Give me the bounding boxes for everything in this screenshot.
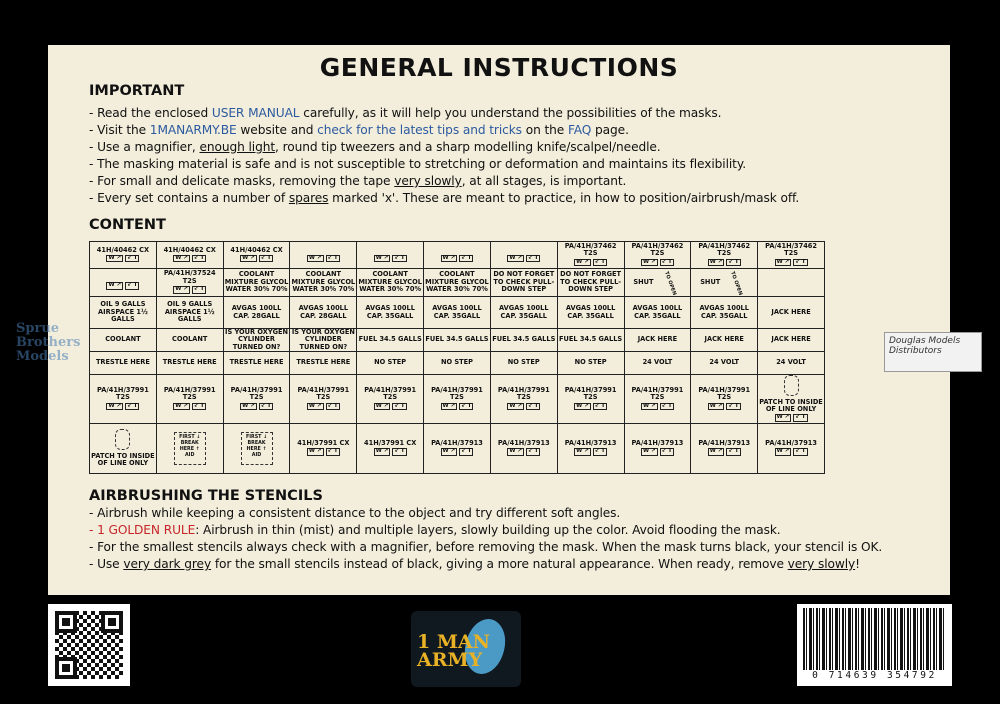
stencil-cell: PA/41H/37462 T2S W ↗ ↙ T bbox=[557, 242, 624, 269]
stencil-cell: FIRST ↓ BREAK HERE ↑ AID bbox=[223, 423, 290, 473]
website-link[interactable]: 1MANARMY.BE bbox=[149, 123, 237, 137]
barcode-number: 0 714639 354792 bbox=[812, 670, 937, 681]
stencil-cell: W ↗ ↙ T bbox=[424, 242, 491, 269]
stencil-cell: W ↗ ↙ T bbox=[290, 242, 357, 269]
tips-link[interactable]: check for the latest tips and tricks bbox=[317, 123, 522, 137]
stencil-cell: W ↗ ↙ T bbox=[90, 269, 157, 297]
important-heading: IMPORTANT bbox=[89, 83, 185, 99]
stencil-cell: AVGAS 100LL CAP. 28GALL bbox=[223, 297, 290, 329]
brand-logo bbox=[411, 611, 521, 687]
stencil-cell: FUEL 34.5 GALLS bbox=[490, 329, 557, 352]
stencil-cell: PATCH TO INSIDE OF LINE ONLY W ↗ ↙ T bbox=[758, 375, 825, 424]
stencil-cell: NO STEP bbox=[490, 352, 557, 375]
stencil-cell: JACK HERE bbox=[758, 329, 825, 352]
airbrush-line-1: - Airbrush while keeping a consistent distance to the object and try different soft angles. bbox=[89, 506, 621, 520]
stencil-cell: AVGAS 100LL CAP. 35GALL bbox=[691, 297, 758, 329]
watermark-left: Sprue Brothers Models bbox=[16, 321, 81, 364]
barcode-bars bbox=[803, 608, 946, 670]
faq-link[interactable]: FAQ bbox=[567, 123, 592, 137]
stencil-cell: PATCH TO INSIDE OF LINE ONLY bbox=[90, 423, 157, 473]
stencil-cell: DO NOT FORGET TO CHECK PULL-DOWN STEP bbox=[557, 269, 624, 297]
stencil-cell: PA/41H/37991 T2S W ↗ ↙ T bbox=[557, 375, 624, 424]
airbrush-line-2: - 1 GOLDEN RULE: Airbrush in thin (mist) and multiple layers, slowly building up the color. Avoid flooding the mask. bbox=[89, 523, 781, 537]
stencil-cell: JACK HERE bbox=[691, 329, 758, 352]
stencil-cell: AVGAS 100LL CAP. 35GALL bbox=[357, 297, 424, 329]
logo-text: 1 MAN ARMY bbox=[417, 631, 490, 671]
stencil-cell: 24 VOLT bbox=[691, 352, 758, 375]
barcode bbox=[797, 604, 952, 686]
stencil-cell: OIL 9 GALLS AIRSPACE 1½ GALLS bbox=[156, 297, 223, 329]
stencil-cell: 41H/37991 CX W ↗ ↙ T bbox=[290, 423, 357, 473]
stencil-cell: COOLANT MIXTURE GLYCOL WATER 30% 70% bbox=[223, 269, 290, 297]
stencil-cell: 24 VOLT bbox=[758, 352, 825, 375]
important-line-6: - Every set contains a number of spares marked 'x'. These are meant to practice, in how to position/airbrush/mask off. bbox=[89, 191, 800, 205]
stencil-cell: 24 VOLT bbox=[624, 352, 691, 375]
stencil-cell: FUEL 34.5 GALLS bbox=[424, 329, 491, 352]
stencil-cell: FIRST ↓ BREAK HERE ↑ AID bbox=[156, 423, 223, 473]
stencil-cell bbox=[758, 269, 825, 297]
stencil-cell: PA/41H/37913 W ↗ ↙ T bbox=[490, 423, 557, 473]
stencil-cell: W ↗ ↙ T bbox=[490, 242, 557, 269]
stencil-cell: FUEL 34.5 GALLS bbox=[357, 329, 424, 352]
stencil-cell: SHUTTO OPEN bbox=[691, 269, 758, 297]
stencil-cell: AVGAS 100LL CAP. 35GALL bbox=[557, 297, 624, 329]
stencil-cell: TRESTLE HERE bbox=[156, 352, 223, 375]
stencil-cell: 41H/37991 CX W ↗ ↙ T bbox=[357, 423, 424, 473]
content-heading: CONTENT bbox=[89, 217, 166, 233]
stencil-cell: JACK HERE bbox=[758, 297, 825, 329]
stencil-cell: PA/41H/37991 T2S W ↗ ↙ T bbox=[624, 375, 691, 424]
airbrush-heading: AIRBRUSHING THE STENCILS bbox=[89, 488, 323, 504]
stencil-cell: IS YOUR OXYGEN CYLINDER TURNED ON? bbox=[225, 328, 289, 351]
qr-code[interactable] bbox=[48, 604, 130, 686]
stencil-cell: PA/41H/37991 T2S W ↗ ↙ T bbox=[424, 375, 491, 424]
stencil-cell: AVGAS 100LL CAP. 28GALL bbox=[290, 297, 357, 329]
stencil-cell: 41H/40462 CX W ↗ ↙ T bbox=[223, 242, 290, 269]
stencil-cell: JACK HERE bbox=[624, 329, 691, 352]
stencil-cell: PA/41H/37991 T2S W ↗ ↙ T bbox=[290, 375, 357, 424]
stencil-cell: DO NOT FORGET TO CHECK PULL-DOWN STEP bbox=[490, 269, 557, 297]
stencil-cell: AVGAS 100LL CAP. 35GALL bbox=[490, 297, 557, 329]
stencil-cell: PA/41H/37991 T2S W ↗ ↙ T bbox=[156, 375, 223, 424]
stencil-cell: SHUTTO OPEN bbox=[624, 269, 691, 297]
stencil-cell: NO STEP bbox=[357, 352, 424, 375]
stencil-cell: IS YOUR OXYGEN CYLINDER TURNED ON? bbox=[291, 328, 355, 351]
stencil-cell: PA/41H/37991 T2S W ↗ ↙ T bbox=[357, 375, 424, 424]
stencil-cell: COOLANT MIXTURE GLYCOL WATER 30% 70% bbox=[290, 269, 357, 297]
stencil-cell: NO STEP bbox=[424, 352, 491, 375]
stencil-cell: AVGAS 100LL CAP. 35GALL bbox=[424, 297, 491, 329]
stencil-cell: TRESTLE HERE bbox=[290, 352, 357, 375]
airbrush-line-4: - Use very dark grey for the small stencils instead of black, giving a more natural appearance. When ready, remove very slowly! bbox=[89, 557, 860, 571]
stencil-cell: PA/41H/37991 T2S W ↗ ↙ T bbox=[90, 375, 157, 424]
stencil-cell: PA/41H/37462 T2S W ↗ ↙ T bbox=[758, 242, 825, 269]
stencil-cell: PA/41H/37991 T2S W ↗ ↙ T bbox=[691, 375, 758, 424]
important-line-3: - Use a magnifier, enough light, round tip tweezers and a sharp modelling knife/scalpel/needle. bbox=[89, 140, 661, 154]
important-line-1: - Read the enclosed USER MANUAL carefully, as it will help you understand the possibilities of the masks. bbox=[89, 106, 722, 120]
stencil-cell: FUEL 34.5 GALLS bbox=[557, 329, 624, 352]
stencil-content-grid bbox=[89, 241, 825, 474]
stencil-cell: AVGAS 100LL CAP. 35GALL bbox=[624, 297, 691, 329]
stencil-cell: COOLANT bbox=[156, 329, 223, 352]
stencil-cell: 41H/40462 CX W ↗ ↙ T bbox=[90, 242, 157, 269]
stencil-cell: PA/41H/37913 W ↗ ↙ T bbox=[624, 423, 691, 473]
stencil-cell: PA/41H/37462 T2S W ↗ ↙ T bbox=[691, 242, 758, 269]
stencil-cell: TRESTLE HERE bbox=[90, 352, 157, 375]
stencil-cell: PA/41H/37524 T2S W ↗ ↙ T bbox=[156, 269, 223, 297]
page-title: GENERAL INSTRUCTIONS bbox=[319, 53, 679, 82]
instructions-card bbox=[48, 45, 950, 595]
stencil-cell: PA/41H/37913 W ↗ ↙ T bbox=[424, 423, 491, 473]
golden-rule: - 1 GOLDEN RULE bbox=[89, 523, 196, 537]
important-line-2: - Visit the 1MANARMY.BE website and check for the latest tips and tricks on the FAQ page. bbox=[89, 123, 629, 137]
stencil-cell: PA/41H/37913 W ↗ ↙ T bbox=[557, 423, 624, 473]
stencil-cell: TRESTLE HERE bbox=[223, 352, 290, 375]
important-line-4: - The masking material is safe and is not susceptible to stretching or deformation and maintains its flexibility. bbox=[89, 157, 746, 171]
stencil-cell: PA/41H/37462 T2S W ↗ ↙ T bbox=[624, 242, 691, 269]
stencil-cell: PA/41H/37913 W ↗ ↙ T bbox=[691, 423, 758, 473]
stencil-cell: COOLANT MIXTURE GLYCOL WATER 30% 70% bbox=[424, 269, 491, 297]
stencil-cell: PA/41H/37991 T2S W ↗ ↙ T bbox=[223, 375, 290, 424]
important-line-5: - For small and delicate masks, removing the tape very slowly, at all stages, is important. bbox=[89, 174, 627, 188]
stencil-cell: COOLANT bbox=[90, 329, 157, 352]
stencil-cell: 41H/40462 CX W ↗ ↙ T bbox=[156, 242, 223, 269]
stencil-cell: NO STEP bbox=[557, 352, 624, 375]
watermark-right: Douglas Models Distributors bbox=[884, 332, 982, 372]
stencil-cell: OIL 9 GALLS AIRSPACE 1½ GALLS bbox=[90, 297, 157, 329]
airbrush-line-3: - For the smallest stencils always check with a magnifier, before removing the mask. When the mask turns black, your stencil is OK. bbox=[89, 540, 883, 554]
user-manual-link[interactable]: USER MANUAL bbox=[211, 106, 300, 120]
stencil-cell: W ↗ ↙ T bbox=[357, 242, 424, 269]
stencil-cell: COOLANT MIXTURE GLYCOL WATER 30% 70% bbox=[357, 269, 424, 297]
stencil-cell: PA/41H/37913 W ↗ ↙ T bbox=[758, 423, 825, 473]
stencil-cell: PA/41H/37991 T2S W ↗ ↙ T bbox=[490, 375, 557, 424]
